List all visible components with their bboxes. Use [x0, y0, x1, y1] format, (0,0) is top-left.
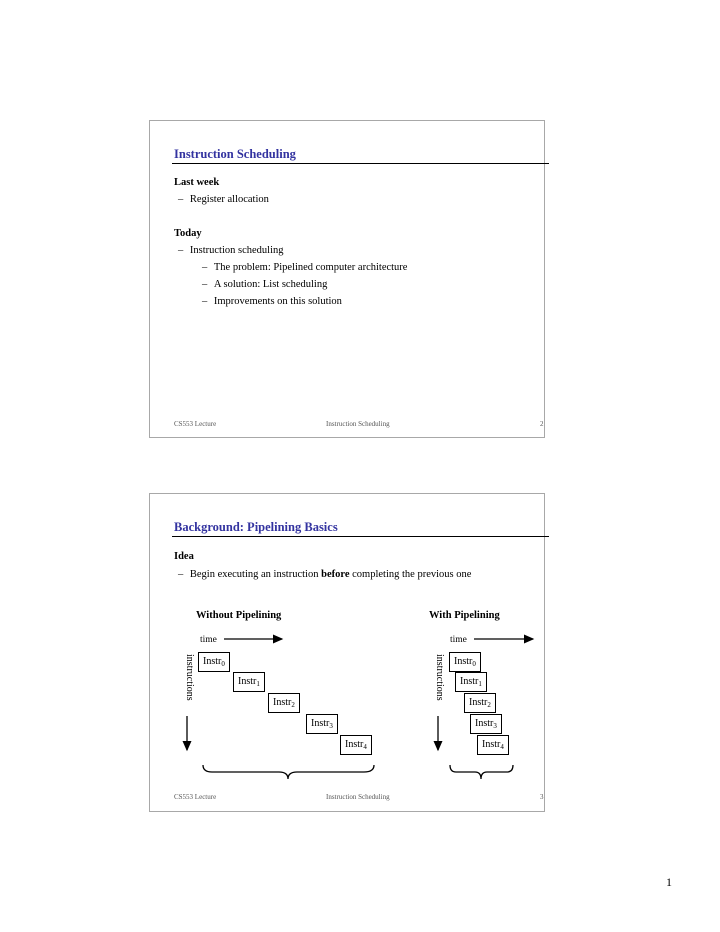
bullet-register-allocation	[178, 194, 269, 205]
instr-subscript: 4	[500, 743, 504, 751]
instr-name: Instr	[238, 676, 257, 687]
instr-name: Instr	[454, 656, 473, 667]
section-heading-idea: Idea	[174, 551, 194, 562]
dash: –	[178, 569, 184, 580]
sub-bullet-improvements	[202, 296, 342, 307]
sub-bullet-problem	[202, 262, 407, 273]
slide-title: Background: Pipelining Basics	[174, 520, 338, 534]
slide-pipelining-basics	[149, 493, 545, 812]
diagram-graphics	[150, 494, 544, 811]
instr-subscript: 0	[221, 660, 225, 668]
idea-text-after: completing the previous one	[349, 569, 472, 580]
slide-title: Instruction Scheduling	[174, 147, 296, 161]
bullet-text: Register allocation	[189, 194, 269, 205]
instr-name: Instr	[482, 739, 501, 750]
slide-instruction-scheduling	[149, 120, 545, 438]
dash: –	[202, 262, 208, 273]
bullet-instruction-scheduling	[178, 245, 283, 256]
dash: –	[178, 245, 184, 256]
instr-name: Instr	[203, 656, 222, 667]
instr-subscript: 2	[487, 701, 491, 709]
idea-text-bold: before	[321, 569, 350, 580]
footer-course: CS553 Lecture	[174, 793, 217, 801]
instr-subscript: 2	[291, 701, 295, 709]
footer-course: CS553 Lecture	[174, 420, 217, 428]
section-heading-last-week: Last week	[174, 177, 220, 188]
section-heading-today: Today	[174, 228, 202, 239]
dash: –	[178, 194, 184, 205]
brace-right	[450, 765, 513, 779]
instr-name: Instr	[311, 718, 330, 729]
instr-subscript: 1	[478, 680, 482, 688]
instructions-axis-label-left: instructions	[184, 654, 195, 701]
instr-name: Instr	[469, 697, 488, 708]
page-number: 1	[666, 875, 672, 889]
bullet-text: The problem: Pipelined computer architecture	[213, 262, 408, 273]
instr-subscript: 1	[256, 680, 260, 688]
sub-bullet-solution	[202, 279, 327, 290]
dash: –	[202, 296, 208, 307]
footer-topic: Instruction Scheduling	[326, 420, 390, 428]
brace-left	[203, 765, 374, 779]
bullet-text: A solution: List scheduling	[213, 279, 328, 290]
heading-with-pipelining: With Pipelining	[429, 610, 500, 621]
heading-without-pipelining: Without Pipelining	[196, 610, 282, 621]
instructions-axis-label-right: instructions	[434, 654, 445, 701]
footer-topic: Instruction Scheduling	[326, 793, 390, 801]
instr-name: Instr	[345, 739, 364, 750]
bullet-text: Instruction scheduling	[189, 245, 284, 256]
idea-text-before: Begin executing an instruction	[189, 569, 322, 580]
footer-slide-number: 3	[540, 793, 544, 801]
time-label-left: time	[200, 635, 217, 645]
instr-subscript: 4	[363, 743, 367, 751]
instr-name: Instr	[460, 676, 479, 687]
bullet-text: Improvements on this solution	[213, 296, 342, 307]
instr-subscript: 3	[329, 722, 333, 730]
time-label-right: time	[450, 635, 467, 645]
footer-slide-number: 2	[540, 420, 544, 428]
dash: –	[202, 279, 208, 290]
instr-name: Instr	[273, 697, 292, 708]
instr-name: Instr	[475, 718, 494, 729]
title-rule	[172, 163, 549, 164]
instr-subscript: 3	[493, 722, 497, 730]
instr-subscript: 0	[472, 660, 476, 668]
